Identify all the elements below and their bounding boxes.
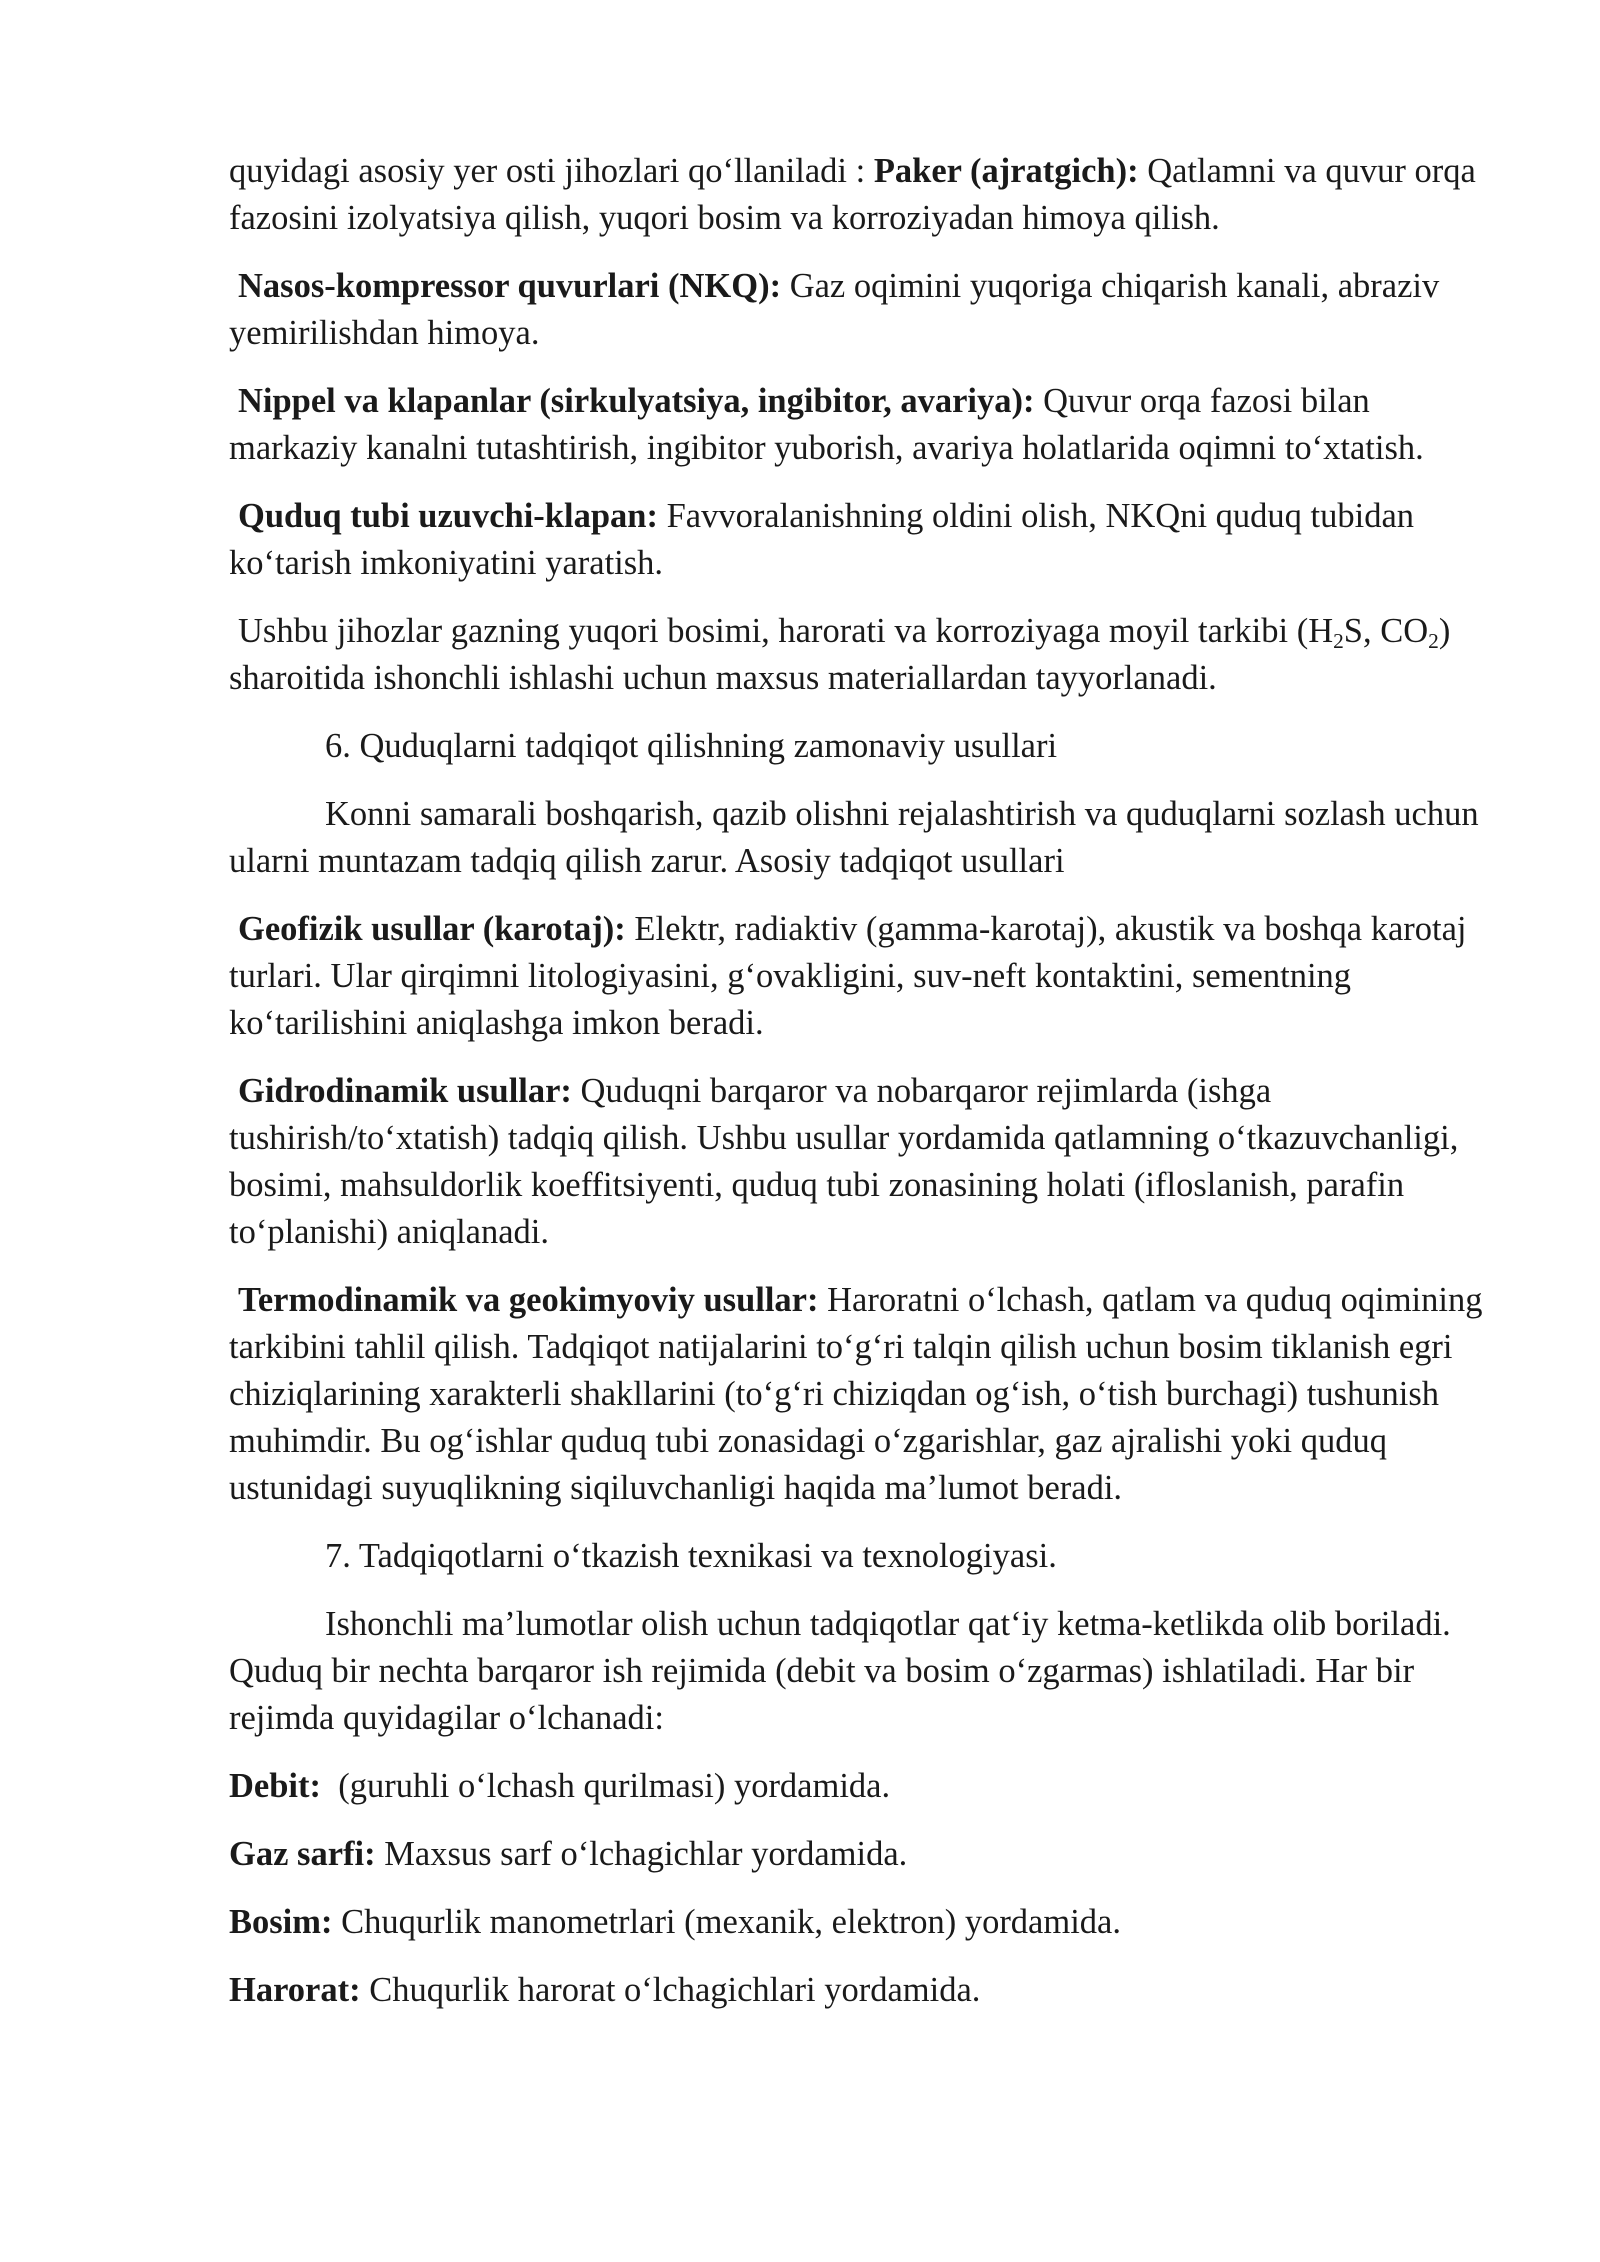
measure-harorat (229, 1967, 1491, 2014)
term-debit: Debit: (229, 1767, 321, 1805)
paragraph-text: Elektr, radiaktiv (gamma-karotaj), akustik va boshqa karotaj turlari. Ular qirqimni litologiyasini, g‘ovakligini, suv-neft kontaktini, sementning ko‘tarilishini aniqlashga imkon beradi. (229, 910, 1467, 1042)
paragraph-text: quyidagi asosiy yer osti jihozlari qo‘llaniladi : (229, 152, 874, 190)
term-nkq: Nasos-kompressor quvurlari (NKQ): (238, 267, 782, 305)
measure-bosim (229, 1899, 1491, 1946)
term-gidrodinamik: Gidrodinamik usullar: (238, 1072, 572, 1110)
term-nippel: Nippel va klapanlar (sirkulyatsiya, ingibitor, avariya): (238, 382, 1035, 420)
term-geofizik: Geofizik usullar (karotaj): (238, 910, 626, 948)
paragraph-text: Maxsus sarf o‘lchagichlar yordamida. (375, 1835, 908, 1873)
measure-debit (229, 1763, 1491, 1810)
paragraph-klapan (229, 493, 1491, 587)
term-klapan: Quduq tubi uzuvchi-klapan: (238, 497, 658, 535)
paragraph-termodinamik (229, 1277, 1491, 1512)
document-body (229, 148, 1491, 2035)
paragraph-paker (229, 148, 1491, 242)
paragraph-text: Gaz oqimini yuqoriga chiqarish kanali, abraziv yemirilishdan himoya. (229, 267, 1440, 352)
paragraph-text: Favvoralanishning oldini olish, NKQni quduq tubidan ko‘tarish imkoniyatini yaratish. (229, 497, 1415, 582)
paragraph-text: Quduqni barqaror va nobarqaror rejimlarda (ishga tushirish/to‘xtatish) tadqiq qilish. Ushbu usullar yordamida qatlamning o‘tkazuvchanligi, bosimi, mahsuldorlik koeffitsiyenti, quduq tubi zonasining holati (ifloslanish, parafin to‘planishi) aniqlanadi. (229, 1072, 1459, 1251)
paragraph-text: Chuqurlik manometrlari (mexanik, elektron) yordamida. (332, 1903, 1121, 1941)
paragraph-nippel (229, 378, 1491, 472)
term-gaz-sarfi: Gaz sarfi: (229, 1835, 376, 1873)
paragraph-text: ) sharoitida ishonchli ishlashi uchun maxsus materiallardan tayyorlanadi. (229, 612, 1451, 697)
paragraph-text: Ushbu jihozlar gazning yuqori bosimi, harorati va korroziyaga moyil tarkibi (H (238, 612, 1334, 650)
section-heading-7: 7. Tadqiqotlarni o‘tkazish texnikasi va texnologiyasi. (325, 1537, 1057, 1575)
term-termodinamik: Termodinamik va geokimyoviy usullar: (238, 1281, 819, 1319)
term-harorat: Harorat: (229, 1971, 361, 2009)
paragraph-materials (229, 608, 1491, 702)
term-paker: Paker (ajratgich): (873, 152, 1139, 190)
term-bosim: Bosim: (229, 1903, 333, 1941)
paragraph-text: Quvur orqa fazosi bilan markaziy kanalni tutashtirish, ingibitor yuborish, avariya holatlarida oqimni to‘xtatish. (229, 382, 1424, 467)
paragraph-procedure: Ishonchli ma’lumotlar olish uchun tadqiqotlar qat‘iy ketma-ketlikda olib boriladi. Quduq bir nechta barqaror ish rejimida (debit va bosim o‘zgarmas) ishlatiladi. Har bir rejimda quyidagilar o‘lchanadi: (229, 1605, 1451, 1737)
paragraph-text: Haroratni o‘lchash, qatlam va quduq oqimining tarkibini tahlil qilish. Tadqiqot natijalarini to‘g‘ri talqin qilish uchun bosim tiklanish egri chiziqlarining xarakterli shakllarini (to‘g‘ri chiziqdan og‘ish, o‘tish burchagi) tushunish muhimdir. Bu og‘ishlar quduq tubi zonasidagi o‘zgarishlar, gaz ajralishi yoki quduq ustunidagi suyuqlikning siqiluvchanligi haqida ma’lumot beradi. (229, 1281, 1483, 1507)
measure-gaz-sarfi (229, 1831, 1491, 1878)
paragraph-gidrodinamik (229, 1068, 1491, 1256)
paragraph-text: (guruhli o‘lchash qurilmasi) yordamida. (320, 1767, 891, 1805)
section-heading-6: 6. Quduqlarni tadqiqot qilishning zamonaviy usullari (325, 727, 1058, 765)
paragraph-text: Qatlamni va quvur orqa fazosini izolyatsiya qilish, yuqori bosim va korroziyadan himoya qilish. (229, 152, 1476, 237)
subscript: 2 (1333, 628, 1344, 653)
paragraph-geofizik (229, 906, 1491, 1047)
paragraph-text: Chuqurlik harorat o‘lchagichlari yordamida. (360, 1971, 981, 2009)
paragraph-intro-methods: Konni samarali boshqarish, qazib olishni rejalashtirish va quduqlarni sozlash uchun ularni muntazam tadqiq qilish zarur. Asosiy tadqiqot usullari (229, 795, 1479, 880)
subscript: 2 (1428, 628, 1439, 653)
paragraph-nkq (229, 263, 1491, 357)
paragraph-text: S, CO (1343, 612, 1429, 650)
